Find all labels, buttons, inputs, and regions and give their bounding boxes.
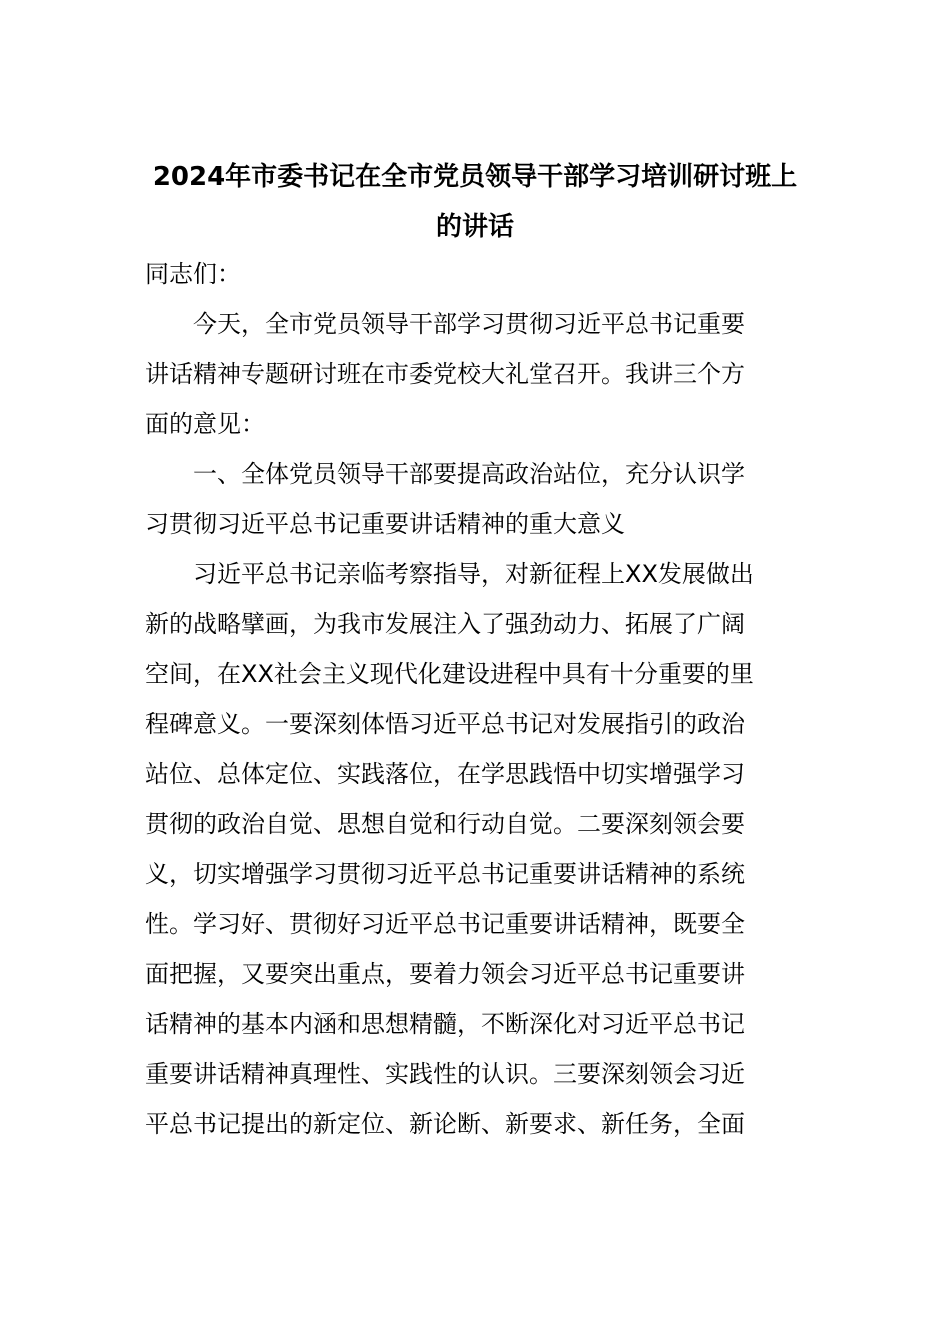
paragraph-line: 站位、总体定位、实践落位，在学思践悟中切实增强学习 [145,760,745,788]
title-line: 2024年市委书记在全市党员领导干部学习培训研讨班上 [152,162,798,192]
title-line: 的讲话 [435,212,514,242]
paragraph-line: 重要讲话精神真理性、实践性的认识。三要深刻领会习近 [145,1060,745,1088]
paragraph-line: 贯彻的政治自觉、思想自觉和行动自觉。二要深刻领会要 [145,810,745,838]
paragraph-intro [145,299,805,449]
paragraph-line: 习近平总书记亲临考察指导，对新征程上XX发展做出 [193,560,754,588]
paragraph-line: 性。学习好、贯彻好习近平总书记重要讲话精神，既要全 [145,910,745,938]
section-heading-1 [145,449,805,549]
paragraph-line: 面把握，又要突出重点，要着力领会习近平总书记重要讲 [145,960,745,988]
document-body [145,249,805,1149]
paragraph-line: 讲话精神专题研讨班在市委党校大礼堂召开。我讲三个方 [145,360,745,388]
paragraph-line: 话精神的基本内涵和思想精髓，不断深化对习近平总书记 [145,1010,745,1038]
paragraph-line: 程碑意义。一要深刻体悟习近平总书记对发展指引的政治 [145,710,745,738]
paragraph-section-1 [145,549,805,1149]
paragraph-line: 面的意见： [145,410,265,438]
heading-line: 一、全体党员领导干部要提高政治站位，充分认识学 [193,460,745,488]
paragraph-line: 空间，在XX社会主义现代化建设进程中具有十分重要的里 [145,660,754,688]
paragraph-line: 新的战略擘画，为我市发展注入了强劲动力、拓展了广阔 [145,610,745,638]
heading-line: 习贯彻习近平总书记重要讲话精神的重大意义 [145,510,625,538]
paragraph-line: 今天，全市党员领导干部学习贯彻习近平总书记重要 [193,310,745,338]
paragraph-line: 平总书记提出的新定位、新论断、新要求、新任务，全面 [145,1110,745,1138]
paragraph-line: 义，切实增强学习贯彻习近平总书记重要讲话精神的系统 [145,860,745,888]
document-title [145,152,805,252]
salutation: 同志们： [145,260,241,288]
